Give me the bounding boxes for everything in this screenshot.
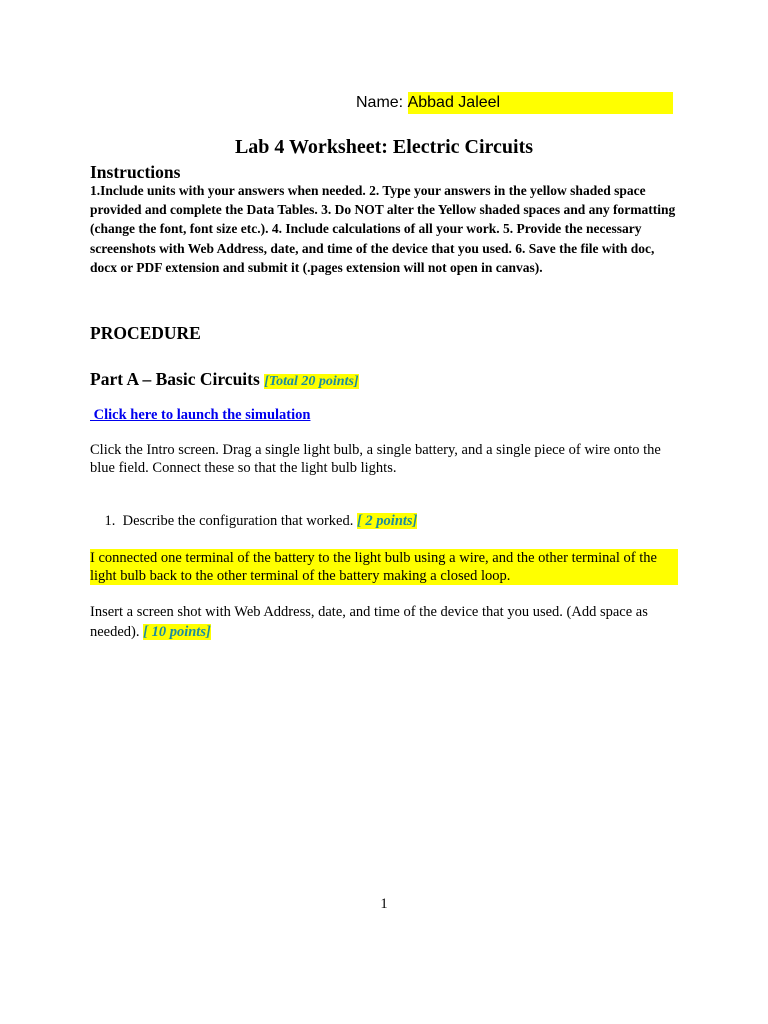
launch-simulation-link[interactable]: Click here to launch the simulation xyxy=(90,407,311,423)
question-1-points-badge: [ 2 points] xyxy=(356,513,418,529)
answer-1-field[interactable]: I connected one terminal of the battery to the light bulb using a wire, and the other terminal of the light bulb back to the other terminal of the battery making a closed loop. xyxy=(90,549,678,585)
question-1-text: 1. Describe the configuration that worked. xyxy=(104,513,357,529)
procedure-heading: PROCEDURE xyxy=(90,323,201,343)
insert-screenshot-text: Insert a screen shot with Web Address, date, and time of the device that you used. (Add space as needed). xyxy=(90,604,648,640)
document-title: Lab 4 Worksheet: Electric Circuits xyxy=(234,136,534,158)
insert-screenshot-instruction xyxy=(90,602,680,642)
part-a-points-badge: [Total 20 points] xyxy=(264,374,359,389)
name-answer-field[interactable]: Abbad Jaleel xyxy=(408,92,673,114)
part-a-heading xyxy=(90,368,359,393)
page-number: 1 xyxy=(380,896,388,912)
name-label: Name: xyxy=(356,94,408,111)
instructions-heading: Instructions xyxy=(90,162,181,182)
insert-points-badge: [ 10 points] xyxy=(143,624,211,640)
name-row xyxy=(356,92,678,114)
intro-instructions: Click the Intro screen. Drag a single light bulb, a single battery, and a single piece of wire onto the blue field. Connect these so that the light bulb lights. xyxy=(90,442,661,476)
question-1 xyxy=(90,494,680,548)
instructions-text: 1.Include units with your answers when needed. 2. Type your answers in the yellow shaded space provided and complete the Data Tables. 3. Do NOT alter the Yellow shaded spaces and any formatting (change the font, font size etc.). 4. Include calculations of all your work. 5. Provide the necessary screenshots with Web Address, date, and time of the device that you used. 6. Save the file with doc, docx or PDF extension and submit it (.pages extension will not open in canvas). xyxy=(90,183,676,275)
part-a-title: Part A – Basic Circuits xyxy=(90,369,265,389)
